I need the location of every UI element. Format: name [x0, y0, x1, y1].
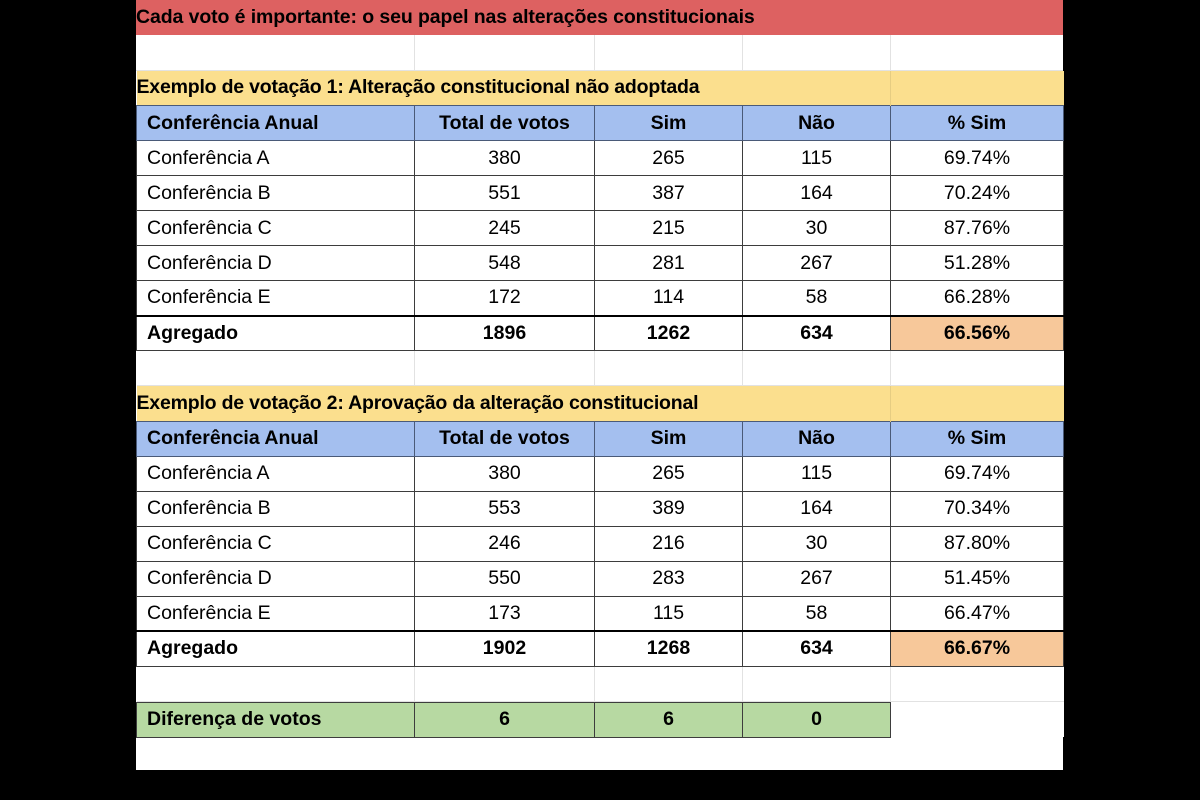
spacer-cell — [595, 666, 743, 701]
cell-aggregate-label[interactable]: Agregado — [137, 316, 415, 351]
difference-pct-empty — [891, 702, 1064, 737]
cell-sim[interactable]: 387 — [595, 176, 743, 211]
cell-sim[interactable]: 216 — [595, 526, 743, 561]
cell-nao[interactable]: 267 — [743, 246, 891, 281]
section-title-2: Exemplo de votação 2: Aprovação da alteração constitucional — [137, 386, 891, 421]
cell-total[interactable]: 380 — [415, 456, 595, 491]
column-header-pct-sim[interactable]: % Sim — [891, 421, 1064, 456]
cell-aggregate-sim[interactable]: 1262 — [595, 316, 743, 351]
cell-conferencia[interactable]: Conferência B — [137, 491, 415, 526]
spacer-cell — [891, 666, 1064, 701]
table-row[interactable] — [137, 526, 1064, 561]
cell-total[interactable]: 245 — [415, 211, 595, 246]
cell-nao[interactable]: 115 — [743, 456, 891, 491]
section-title-row-2 — [137, 386, 1064, 421]
table-row[interactable] — [137, 176, 1064, 211]
spacer-cell — [743, 666, 891, 701]
cell-aggregate-nao[interactable]: 634 — [743, 631, 891, 666]
cell-nao[interactable]: 58 — [743, 596, 891, 631]
column-header-sim[interactable]: Sim — [595, 421, 743, 456]
cell-aggregate-total[interactable]: 1902 — [415, 631, 595, 666]
cell-pct[interactable]: 70.34% — [891, 491, 1064, 526]
cell-conferencia[interactable]: Conferência A — [137, 141, 415, 176]
cell-pct[interactable]: 69.74% — [891, 141, 1064, 176]
column-header-conferencia[interactable]: Conferência Anual — [137, 106, 415, 141]
cell-total[interactable]: 548 — [415, 246, 595, 281]
cell-sim[interactable]: 283 — [595, 561, 743, 596]
cell-aggregate-sim[interactable]: 1268 — [595, 631, 743, 666]
cell-total[interactable]: 173 — [415, 596, 595, 631]
cell-nao[interactable]: 267 — [743, 561, 891, 596]
section-title-1-tail — [891, 71, 1064, 106]
voting-example-1-table — [136, 71, 1064, 387]
cell-total[interactable]: 246 — [415, 526, 595, 561]
spacer-row — [136, 35, 1063, 70]
cell-sim[interactable]: 115 — [595, 596, 743, 631]
cell-nao[interactable]: 115 — [743, 141, 891, 176]
difference-table — [136, 702, 1064, 738]
cell-conferencia[interactable]: Conferência C — [137, 211, 415, 246]
table-row[interactable] — [137, 246, 1064, 281]
spacer-cell — [594, 35, 742, 70]
column-header-total[interactable]: Total de votos — [415, 106, 595, 141]
column-header-pct-sim[interactable]: % Sim — [891, 106, 1064, 141]
cell-total[interactable]: 550 — [415, 561, 595, 596]
cell-nao[interactable]: 164 — [743, 491, 891, 526]
cell-aggregate-nao[interactable]: 634 — [743, 316, 891, 351]
spacer-row — [137, 351, 1064, 386]
table-row[interactable] — [137, 456, 1064, 491]
cell-total[interactable]: 172 — [415, 281, 595, 316]
page-title: Cada voto é importante: o seu papel nas alterações constitucionais — [136, 0, 1063, 35]
cell-pct[interactable]: 51.45% — [891, 561, 1064, 596]
cell-pct[interactable]: 69.74% — [891, 456, 1064, 491]
column-header-sim[interactable]: Sim — [595, 106, 743, 141]
spacer-cell — [595, 351, 743, 386]
section-title-2-tail — [891, 386, 1064, 421]
cell-nao[interactable]: 30 — [743, 526, 891, 561]
table-header-row-1 — [137, 106, 1064, 141]
difference-label[interactable]: Diferença de votos — [137, 702, 415, 737]
spacer-cell — [742, 35, 890, 70]
cell-pct[interactable]: 66.47% — [891, 596, 1064, 631]
cell-conferencia[interactable]: Conferência C — [137, 526, 415, 561]
table-header-row-2 — [137, 421, 1064, 456]
cell-sim[interactable]: 114 — [595, 281, 743, 316]
cell-pct[interactable]: 51.28% — [891, 246, 1064, 281]
spacer-row — [137, 666, 1064, 701]
cell-conferencia[interactable]: Conferência D — [137, 246, 415, 281]
section-title-1: Exemplo de votação 1: Alteração constitucional não adoptada — [137, 71, 891, 106]
cell-aggregate-pct[interactable]: 66.56% — [891, 316, 1064, 351]
aggregate-row[interactable] — [137, 316, 1064, 351]
table-row[interactable] — [137, 141, 1064, 176]
cell-conferencia[interactable]: Conferência B — [137, 176, 415, 211]
cell-pct[interactable]: 70.24% — [891, 176, 1064, 211]
cell-conferencia[interactable]: Conferência A — [137, 456, 415, 491]
cell-pct[interactable]: 87.76% — [891, 211, 1064, 246]
column-header-nao[interactable]: Não — [743, 421, 891, 456]
spacer-cell — [414, 35, 594, 70]
spacer-cell — [137, 666, 415, 701]
table-row[interactable] — [137, 281, 1064, 316]
table-row[interactable] — [137, 491, 1064, 526]
cell-conferencia[interactable]: Conferência E — [137, 596, 415, 631]
cell-sim[interactable]: 265 — [595, 141, 743, 176]
spacer-cell — [415, 351, 595, 386]
cell-conferencia[interactable]: Conferência D — [137, 561, 415, 596]
difference-sim[interactable]: 6 — [595, 702, 743, 737]
aggregate-row[interactable] — [137, 631, 1064, 666]
spacer-cell — [890, 35, 1063, 70]
spacer-cell — [743, 351, 891, 386]
cell-nao[interactable]: 58 — [743, 281, 891, 316]
column-header-nao[interactable]: Não — [743, 106, 891, 141]
difference-nao[interactable]: 0 — [743, 702, 891, 737]
cell-aggregate-total[interactable]: 1896 — [415, 316, 595, 351]
table-row[interactable] — [137, 211, 1064, 246]
cell-pct[interactable]: 87.80% — [891, 526, 1064, 561]
table-row[interactable] — [137, 596, 1064, 631]
section-title-row-1 — [137, 71, 1064, 106]
cell-sim[interactable]: 389 — [595, 491, 743, 526]
spacer-cell — [891, 351, 1064, 386]
cell-aggregate-label[interactable]: Agregado — [137, 631, 415, 666]
cell-sim[interactable]: 281 — [595, 246, 743, 281]
spreadsheet-sheet — [136, 0, 1063, 770]
column-header-conferencia[interactable]: Conferência Anual — [137, 421, 415, 456]
cell-aggregate-pct[interactable]: 66.67% — [891, 631, 1064, 666]
cell-sim[interactable]: 215 — [595, 211, 743, 246]
cell-pct[interactable]: 66.28% — [891, 281, 1064, 316]
spacer-cell — [136, 35, 414, 70]
cell-total[interactable]: 551 — [415, 176, 595, 211]
cell-total[interactable]: 380 — [415, 141, 595, 176]
cell-sim[interactable]: 265 — [595, 456, 743, 491]
difference-row[interactable] — [137, 702, 1064, 737]
column-header-total[interactable]: Total de votos — [415, 421, 595, 456]
banner-table — [136, 0, 1063, 71]
spacer-cell — [415, 666, 595, 701]
table-row[interactable] — [137, 561, 1064, 596]
voting-example-2-table — [136, 386, 1064, 702]
cell-conferencia[interactable]: Conferência E — [137, 281, 415, 316]
spacer-cell — [137, 351, 415, 386]
cell-nao[interactable]: 30 — [743, 211, 891, 246]
difference-total[interactable]: 6 — [415, 702, 595, 737]
banner-row — [136, 0, 1063, 35]
cell-nao[interactable]: 164 — [743, 176, 891, 211]
cell-total[interactable]: 553 — [415, 491, 595, 526]
